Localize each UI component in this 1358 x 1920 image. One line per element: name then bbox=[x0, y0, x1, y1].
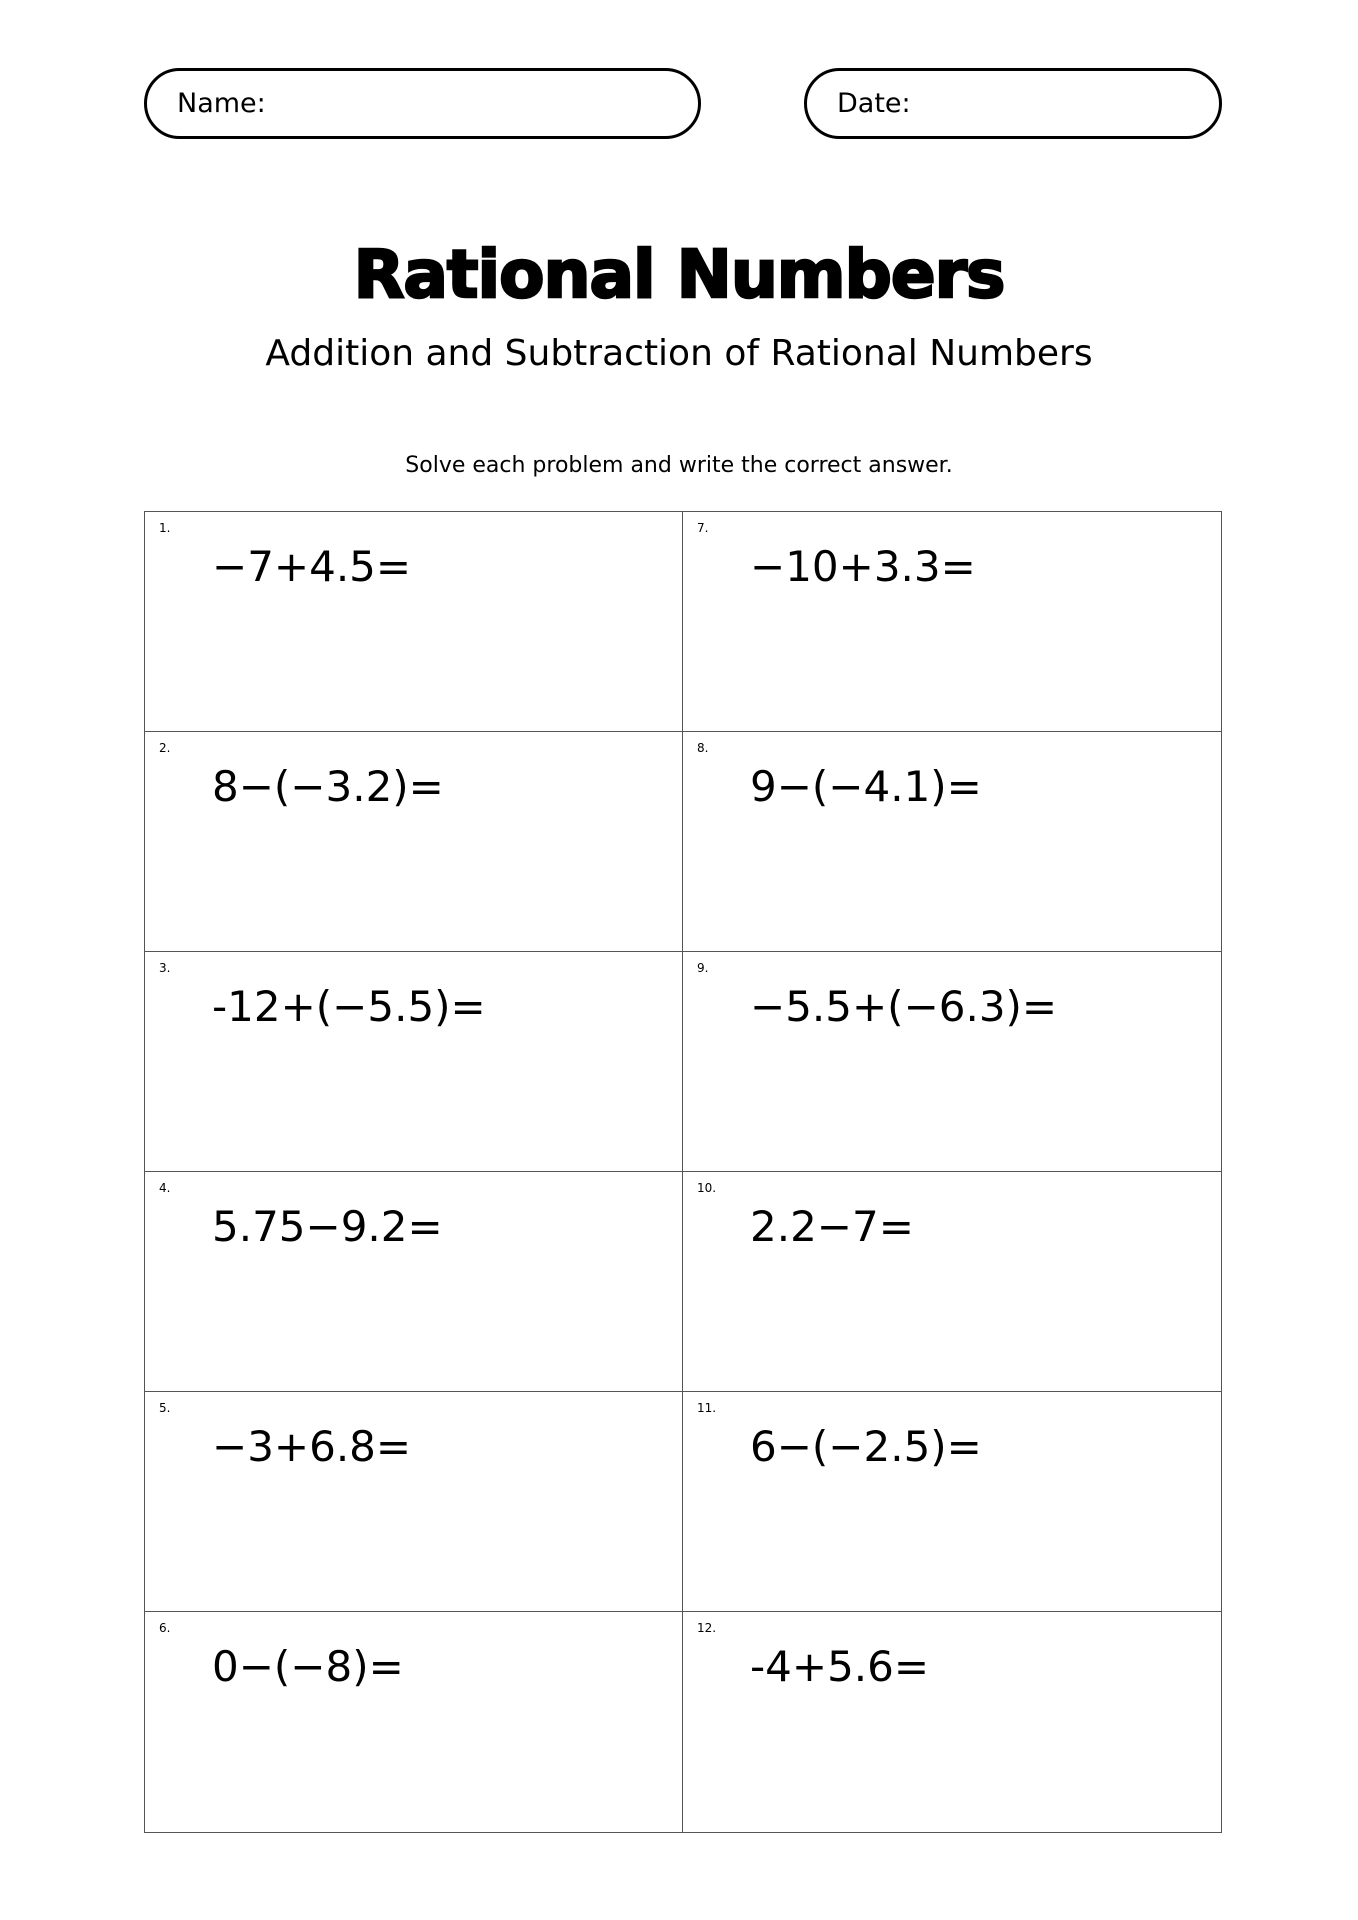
problem-expression: 9−(−4.1)= bbox=[750, 762, 982, 811]
problem-cell[interactable] bbox=[683, 1612, 1221, 1832]
problem-expression: -12+(−5.5)= bbox=[212, 982, 486, 1031]
problem-cell[interactable] bbox=[145, 1172, 683, 1392]
problem-expression: -4+5.6= bbox=[750, 1642, 930, 1691]
problem-grid bbox=[144, 511, 1222, 1833]
problem-expression: 6−(−2.5)= bbox=[750, 1422, 982, 1471]
problem-number: 6. bbox=[159, 1621, 171, 1635]
problem-cell[interactable] bbox=[145, 1612, 683, 1832]
problem-expression: −3+6.8= bbox=[212, 1422, 412, 1471]
problem-number: 4. bbox=[159, 1181, 171, 1195]
problem-number: 8. bbox=[697, 741, 709, 755]
problem-expression: 8−(−3.2)= bbox=[212, 762, 444, 811]
date-label: Date: bbox=[837, 88, 911, 119]
problem-cell[interactable] bbox=[145, 1392, 683, 1612]
page-subtitle: Addition and Subtraction of Rational Numbers bbox=[265, 333, 1093, 374]
problem-number: 9. bbox=[697, 961, 709, 975]
problem-expression: −5.5+(−6.3)= bbox=[750, 982, 1058, 1031]
problem-number: 7. bbox=[697, 521, 709, 535]
problem-number: 2. bbox=[159, 741, 171, 755]
problem-number: 12. bbox=[697, 1621, 717, 1635]
name-label: Name: bbox=[177, 88, 266, 119]
problem-number: 10. bbox=[697, 1181, 717, 1195]
problem-number: 5. bbox=[159, 1401, 171, 1415]
problem-expression: 2.2−7= bbox=[750, 1202, 914, 1251]
problem-number: 1. bbox=[159, 521, 171, 535]
name-field[interactable] bbox=[144, 68, 701, 139]
date-field[interactable] bbox=[804, 68, 1222, 139]
problem-cell[interactable] bbox=[145, 512, 683, 732]
problem-expression: 5.75−9.2= bbox=[212, 1202, 443, 1251]
problem-cell[interactable] bbox=[683, 512, 1221, 732]
problem-expression: 0−(−8)= bbox=[212, 1642, 404, 1691]
problem-expression: −10+3.3= bbox=[750, 542, 976, 591]
problem-cell[interactable] bbox=[683, 1172, 1221, 1392]
problem-number: 3. bbox=[159, 961, 171, 975]
problem-number: 11. bbox=[697, 1401, 717, 1415]
instructions: Solve each problem and write the correct answer. bbox=[405, 453, 953, 478]
page-title: Rational Numbers bbox=[353, 236, 1005, 313]
problem-cell[interactable] bbox=[683, 732, 1221, 952]
problem-expression: −7+4.5= bbox=[212, 542, 412, 591]
problem-cell[interactable] bbox=[683, 952, 1221, 1172]
problem-cell[interactable] bbox=[145, 952, 683, 1172]
problem-cell[interactable] bbox=[145, 732, 683, 952]
problem-cell[interactable] bbox=[683, 1392, 1221, 1612]
